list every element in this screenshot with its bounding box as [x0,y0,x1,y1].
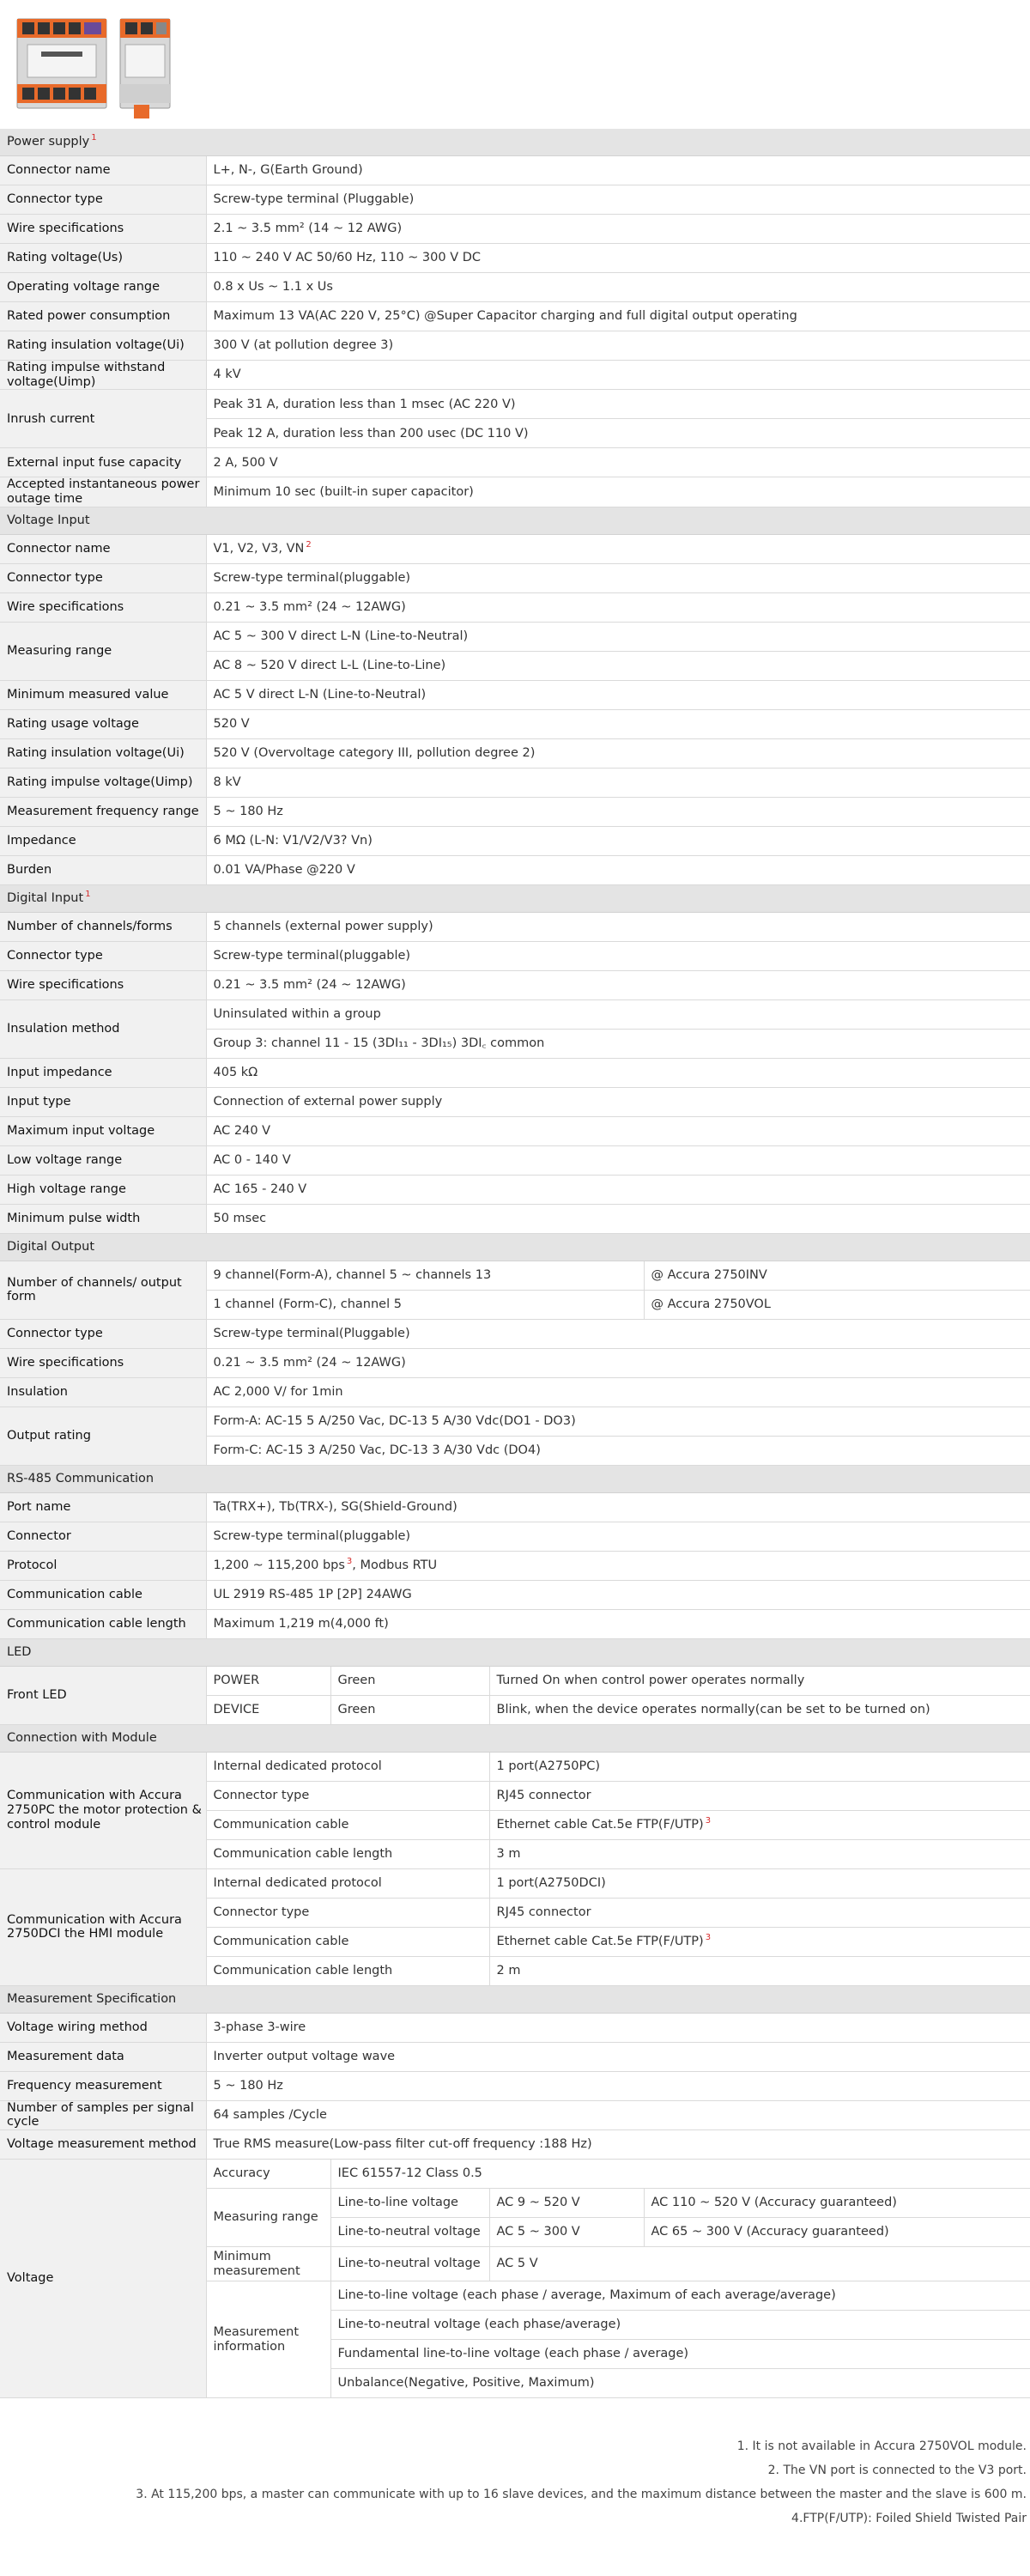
product-image [15,14,173,122]
spec-value [206,448,1030,477]
spec-value: Inverter output voltage wave [206,2042,1030,2071]
led-description: Turned On when control power operates normally [489,1666,1030,1695]
module-item-name: Communication cable length [206,1839,489,1868]
section-measurement-specification [0,1985,1030,2013]
spec-value-text: 520 V (Overvoltage category III, pollution degree 2) [213,745,536,760]
spec-label: Rating insulation voltage(Ui) [0,331,206,361]
spec-value-text: 110 ~ 240 V AC 50/60 Hz, 110 ~ 300 V DC [213,251,482,265]
measurement-row [0,2130,1030,2160]
module-item-value-text: RJ45 connector [496,1905,591,1919]
measurement-row [0,2042,1030,2071]
spec-value [206,1377,1030,1406]
footnote-2: 2. The VN port is connected to the V3 port. [767,2464,1027,2478]
spec-value-text: Maximum 13 VA(AC 220 V, 25°C) @Super Capacitor charging and full digital output operating [213,309,797,324]
spec-row [0,302,1030,331]
spec-value [206,912,1030,941]
spec-label: Rating usage voltage [0,709,206,738]
spec-label: Insulation [0,1377,206,1406]
spec-row [0,855,1030,884]
section-header-row [0,507,1030,534]
spec-row [0,1145,1030,1175]
measurement-information-label: Measurement information [206,2281,330,2398]
spec-label: Connector name [0,156,206,185]
spec-value [206,622,1030,651]
section-title: Digital Input [7,890,84,905]
spec-row [0,797,1030,826]
spec-label: Connector [0,1522,206,1551]
module-item-value-text: 1 port(A2750DCI) [496,1875,606,1890]
spec-label: Frequency measurement [0,2071,206,2100]
spec-value [206,1029,1030,1058]
spec-value [206,1348,1030,1377]
section-header-row [0,1638,1030,1666]
spec-label: Burden [0,855,206,884]
spec-value [206,970,1030,999]
footnote-3: 3. At 115,200 bps, a master can communicate with up to 16 slave devices, and the maximum distance between the master and the slave is 600 m. [136,2488,1027,2502]
spec-row [0,1058,1030,1087]
voltage-range: AC 9 ~ 520 V [489,2189,644,2218]
spec-value [206,1436,1030,1465]
spec-row [0,1492,1030,1522]
section-voltage-input [0,507,1030,534]
module-item-name: Connector type [206,1898,489,1927]
spec-row [0,1551,1030,1580]
spec-value [206,1145,1030,1175]
spec-value: 3-phase 3-wire [206,2013,1030,2042]
footnote-4: 4.FTP(F/UTP): Foiled Shield Twisted Pair [791,2512,1027,2526]
spec-value [206,1204,1030,1233]
spec-value: 64 samples /Cycle [206,2100,1030,2129]
led-description: Blink, when the device operates normally(can be set to be turned on) [489,1695,1030,1724]
spec-row [0,941,1030,970]
module-item-value-text: Ethernet cable Cat.5e FTP(F/UTP) [496,1817,704,1832]
spec-value-text: 520 V [213,716,250,731]
spec-value [206,563,1030,592]
voltage-guaranteed: AC 65 ~ 300 V (Accuracy guaranteed) [644,2218,1030,2247]
spec-value-text: Screw-type terminal(pluggable) [213,1528,411,1543]
module-item-name: Internal dedicated protocol [206,1868,489,1898]
spec-label: Impedance [0,826,206,855]
spec-value [206,1492,1030,1522]
voltage-guaranteed: AC 110 ~ 520 V (Accuracy guaranteed) [644,2189,1030,2218]
section-header-row [0,1233,1030,1261]
spec-label: Connector name [0,534,206,563]
spec-value [206,361,1030,390]
section-header-row [0,884,1030,912]
spec-value [206,999,1030,1029]
section-header-row [0,1985,1030,2013]
spec-row [0,390,1030,419]
section-title: Power supply [7,135,90,149]
led-name: POWER [206,1666,330,1695]
spec-value-text: Form-A: AC-15 5 A/250 Vac, DC-13 5 A/30 Vdc(DO1 - DO3) [213,1413,576,1428]
measurement-row [0,2071,1030,2100]
spec-label: Connector type [0,563,206,592]
spec-value-text: AC 8 ~ 520 V direct L-L (Line-to-Line) [213,658,446,672]
spec-label: Number of samples per signal cycle [0,2100,206,2129]
spec-row [0,1319,1030,1348]
spec-value-text: UL 2919 RS-485 1P [2P] 24AWG [213,1587,412,1601]
spec-row [0,477,1030,507]
spec-value [206,1522,1030,1551]
spec-row [0,448,1030,477]
voltage-label: Voltage [0,2160,206,2398]
spec-value [206,1580,1030,1609]
spec-value [206,1406,1030,1436]
voltage-row [0,2160,1030,2189]
voltage-type: Line-to-neutral voltage [330,2247,489,2281]
spec-row [0,1580,1030,1609]
minimum-measurement-label: Minimum measurement [206,2247,330,2281]
section-title: LED [7,1644,32,1659]
module-item-name: Internal dedicated protocol [206,1752,489,1781]
module-item-name: Communication cable [206,1927,489,1956]
spec-label: Minimum measured value [0,680,206,709]
section-header-row [0,1465,1030,1492]
spec-value-text: 2 A, 500 V [213,455,278,470]
spec-label: Number of channels/ output form [0,1261,206,1319]
spec-label: Rating impulse withstand voltage(Uimp) [0,361,206,390]
spec-value-text: Screw-type terminal (Pluggable) [213,192,415,207]
spec-value [206,302,1030,331]
module-item-value [489,1898,1030,1927]
spec-value [206,941,1030,970]
spec-row [0,999,1030,1029]
spec-row [0,1406,1030,1436]
measurement-row [0,2100,1030,2129]
spec-value-text: 0.21 ~ 3.5 mm² (24 ~ 12AWG) [213,977,406,992]
spec-value-text: 8 kV [213,775,241,789]
spec-label: Input type [0,1087,206,1116]
module-item-value-text: 1 port(A2750PC) [496,1759,601,1773]
spec-value [206,1319,1030,1348]
section-title: Measurement Specification [7,1991,177,2006]
spec-value-text: Connection of external power supply [213,1094,443,1109]
module-label: Communication with Accura 2750PC the motor protection & control module [0,1752,206,1868]
spec-row [0,1175,1030,1204]
spec-row [0,1204,1030,1233]
spec-row [0,1609,1030,1638]
spec-row [0,1116,1030,1145]
spec-value-text: 0.01 VA/Phase @220 V [213,862,355,877]
section-header-row [0,1724,1030,1752]
section-digital-output [0,1233,1030,1261]
module-item-value [489,1839,1030,1868]
footnote-ref: 3 [705,1933,712,1943]
spec-label: Wire specifications [0,1348,206,1377]
spec-value [206,592,1030,622]
spec-row [0,185,1030,215]
spec-value [206,1116,1030,1145]
spec-value-text: 4 kV [213,368,241,382]
spec-row [0,680,1030,709]
footnotes [0,2398,1030,2530]
module-item-value [489,1956,1030,1985]
spec-label: Rating voltage(Us) [0,244,206,273]
spec-value-text: Ta(TRX+), Tb(TRX-), SG(Shield-Ground) [213,1499,457,1514]
spec-value-text: AC 5 V direct L-N (Line-to-Neutral) [213,687,427,702]
spec-row [0,244,1030,273]
module-item-value [489,1752,1030,1781]
spec-value [206,855,1030,884]
spec-value-text: Screw-type terminal(pluggable) [213,948,411,963]
spec-value-text: 0.21 ~ 3.5 mm² (24 ~ 12AWG) [213,599,406,614]
voltage-type: Line-to-line voltage [330,2189,489,2218]
spec-row [0,534,1030,563]
footnote-1: 1. It is not available in Accura 2750VOL module. [736,2439,1027,2454]
spec-label: Number of channels/forms [0,912,206,941]
spec-label: Wire specifications [0,215,206,244]
spec-row [0,1522,1030,1551]
spec-value [206,1551,1030,1580]
measurement-information-item: Line-to-neutral voltage (each phase/average) [330,2311,1030,2340]
front-led-label: Front LED [0,1666,206,1724]
spec-value [206,1175,1030,1204]
spec-value-text: V1, V2, V3, VN [213,541,305,556]
spec-value-text: 1,200 ~ 115,200 bps [213,1558,345,1572]
spec-label: Operating voltage range [0,273,206,302]
spec-label: Wire specifications [0,970,206,999]
spec-label: Protocol [0,1551,206,1580]
spec-value-text: 300 V (at pollution degree 3) [213,338,394,353]
spec-row [0,709,1030,738]
spec-value-text: Maximum 1,219 m(4,000 ft) [213,1616,389,1631]
spec-value [206,709,1030,738]
spec-label: Communication cable length [0,1609,206,1638]
spec-value-text: AC 5 ~ 300 V direct L-N (Line-to-Neutral) [213,629,469,643]
footnote-ref: 2 [306,540,312,550]
module-item-name: Communication cable length [206,1956,489,1985]
section-connection-with-module [0,1724,1030,1752]
led-row [0,1666,1030,1695]
module-item-value [489,1781,1030,1810]
spec-value [206,1058,1030,1087]
spec-value-text: Group 3: channel 11 - 15 (3DI₁₁ - 3DI₁₅) 3DI꜀ common [213,1036,545,1050]
module-item-value-text: 2 m [496,1963,521,1978]
spec-label: Connector type [0,941,206,970]
measurement-information-item: Unbalance(Negative, Positive, Maximum) [330,2369,1030,2398]
section-title: Digital Output [7,1239,95,1254]
spec-value [206,1290,644,1319]
module-item-name: Communication cable [206,1810,489,1839]
spec-value-text: 0.21 ~ 3.5 mm² (24 ~ 12AWG) [213,1355,406,1370]
spec-value-text: Peak 31 A, duration less than 1 msec (AC 220 V) [213,397,516,411]
spec-row [0,970,1030,999]
section-title: Connection with Module [7,1730,157,1745]
spec-label: Inrush current [0,390,206,448]
spec-label: Measuring range [0,622,206,680]
product-header [0,0,1030,129]
spec-label: External input fuse capacity [0,448,206,477]
voltage-type: Line-to-neutral voltage [330,2218,489,2247]
footnote-ref: 1 [85,890,91,900]
spec-row [0,563,1030,592]
spec-value-text: Screw-type terminal(Pluggable) [213,1326,410,1340]
spec-row [0,826,1030,855]
spec-value-text: Uninsulated within a group [213,1006,381,1021]
spec-value [206,215,1030,244]
module-item-value [489,1810,1030,1839]
spec-row [0,331,1030,361]
spec-label: Port name [0,1492,206,1522]
spec-row [0,622,1030,651]
led-color: Green [330,1695,489,1724]
spec-label: Insulation method [0,999,206,1058]
spec-value [206,768,1030,797]
spec-label: Measurement data [0,2042,206,2071]
spec-row [0,156,1030,185]
spec-value [206,156,1030,185]
spec-label: Connector type [0,1319,206,1348]
spec-row [0,592,1030,622]
spec-value-text: Peak 12 A, duration less than 200 usec (DC 110 V) [213,426,529,440]
spec-label: Connector type [0,185,206,215]
spec-value-text: 1 channel (Form-C), channel 5 [213,1297,402,1311]
spec-value [206,419,1030,448]
spec-label: Output rating [0,1406,206,1465]
spec-label: Low voltage range [0,1145,206,1175]
spec-value-text: AC 165 - 240 V [213,1182,307,1196]
module-item-value-text: 3 m [496,1846,521,1861]
spec-row [0,912,1030,941]
spec-value [206,826,1030,855]
spec-label: Wire specifications [0,592,206,622]
measurement-row [0,2013,1030,2042]
module-item-name: Connector type [206,1781,489,1810]
spec-label: High voltage range [0,1175,206,1204]
spec-label: Measurement frequency range [0,797,206,826]
spec-value [206,651,1030,680]
spec-value [206,1609,1030,1638]
section-led [0,1638,1030,1666]
spec-label: Communication cable [0,1580,206,1609]
spec-value-text: 405 kΩ [213,1065,258,1079]
spec-label: Minimum pulse width [0,1204,206,1233]
footnote-ref: 3 [705,1816,712,1826]
section-power-supply [0,129,1030,156]
spec-row [0,273,1030,302]
module-item-value [489,1927,1030,1956]
spec-label: Rated power consumption [0,302,206,331]
module-item-value-text: Ethernet cable Cat.5e FTP(F/UTP) [496,1934,704,1948]
spec-row [0,1348,1030,1377]
spec-value-text: AC 2,000 V/ for 1min [213,1384,343,1399]
footnote-ref: 3 [346,1557,353,1567]
spec-value-text: 5 ~ 180 Hz [213,804,283,818]
spec-label: Rating impulse voltage(Uimp) [0,768,206,797]
spec-value [206,477,1030,507]
led-color: Green [330,1666,489,1695]
section-rs-485-communication [0,1465,1030,1492]
spec-row [0,738,1030,768]
accuracy-label: Accuracy [206,2160,330,2189]
spec-value: True RMS measure(Low-pass filter cut-off frequency :188 Hz) [206,2130,1030,2160]
spec-value [206,797,1030,826]
spec-value [206,390,1030,419]
spec-value [206,331,1030,361]
accuracy-value: IEC 61557-12 Class 0.5 [330,2160,1030,2189]
spec-value-text: AC 240 V [213,1123,271,1138]
spec-row [0,1261,1030,1290]
spec-value-text: Screw-type terminal(pluggable) [213,570,411,585]
spec-value [206,680,1030,709]
spec-table [0,129,1030,2398]
spec-label: Maximum input voltage [0,1116,206,1145]
spec-label: Voltage wiring method [0,2013,206,2042]
spec-value [206,1087,1030,1116]
led-name: DEVICE [206,1695,330,1724]
model-name: @ Accura 2750VOL [644,1290,1030,1319]
spec-label: Rating insulation voltage(Ui) [0,738,206,768]
measuring-range-label: Measuring range [206,2189,330,2247]
section-digital-input [0,884,1030,912]
section-title: RS-485 Communication [7,1471,154,1485]
measurement-information-item: Line-to-line voltage (each phase / average, Maximum of each average/average) [330,2281,1030,2311]
section-title: Voltage Input [7,513,90,527]
spec-value-text: AC 0 - 140 V [213,1152,291,1167]
voltage-range: AC 5 ~ 300 V [489,2218,644,2247]
spec-label: Voltage measurement method [0,2130,206,2160]
spec-value [206,244,1030,273]
model-name: @ Accura 2750INV [644,1261,1030,1290]
spec-value [206,534,1030,563]
spec-row [0,361,1030,390]
measurement-information-item: Fundamental line-to-line voltage (each phase / average) [330,2340,1030,2369]
module-label: Communication with Accura 2750DCI the HMI module [0,1868,206,1985]
spec-label: Accepted instantaneous power outage time [0,477,206,507]
spec-value-text: 9 channel(Form-A), channel 5 ~ channels 13 [213,1267,492,1282]
spec-row [0,768,1030,797]
spec-value-text: 5 channels (external power supply) [213,919,433,933]
spec-row [0,215,1030,244]
voltage-minimum: AC 5 V [489,2247,1030,2281]
module-item-value [489,1868,1030,1898]
module-item-value-text: RJ45 connector [496,1788,591,1802]
spec-value [206,185,1030,215]
section-header-row [0,129,1030,156]
spec-value-suffix: , Modbus RTU [352,1558,438,1572]
spec-value [206,273,1030,302]
spec-label: Input impedance [0,1058,206,1087]
spec-value-text: L+, N-, G(Earth Ground) [213,163,363,178]
footnote-ref: 1 [91,133,97,143]
spec-value-text: 6 MΩ (L-N: V1/V2/V3? Vn) [213,833,373,848]
spec-value [206,738,1030,768]
spec-value-text: 50 msec [213,1211,267,1225]
spec-row [0,1377,1030,1406]
spec-value-text: 0.8 x Us ~ 1.1 x Us [213,280,333,295]
spec-value [206,1261,644,1290]
spec-value-text: 2.1 ~ 3.5 mm² (14 ~ 12 AWG) [213,222,403,236]
spec-value: 5 ~ 180 Hz [206,2071,1030,2100]
spec-row [0,1087,1030,1116]
spec-value-text: Form-C: AC-15 3 A/250 Vac, DC-13 3 A/30 Vdc (DO4) [213,1443,541,1457]
module-row [0,1752,1030,1781]
module-row [0,1868,1030,1898]
spec-value-text: Minimum 10 sec (built-in super capacitor) [213,484,474,499]
